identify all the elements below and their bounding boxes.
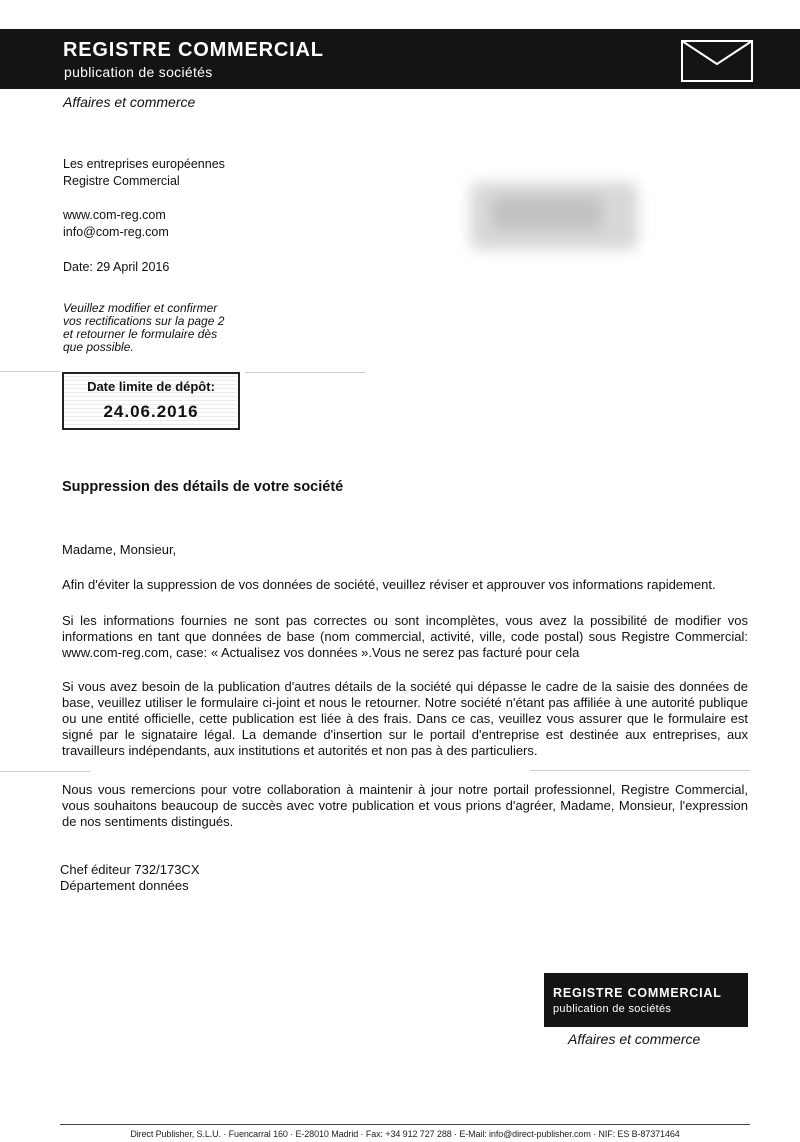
deadline-box	[62, 372, 240, 430]
signature-block	[60, 862, 199, 894]
footer-logo-title: REGISTRE COMMERCIAL	[553, 986, 722, 1000]
deadline-label: Date limite de dépôt:	[87, 379, 215, 394]
signature-title: Chef éditeur 732/173CX	[60, 862, 200, 877]
email-link[interactable]: info@com-reg.com	[63, 225, 169, 239]
footer-address: Direct Publisher, S.L.U. · Fuencarral 160 · E-28010 Madrid · Fax: +34 912 727 288 · E-Mail: info@direct-publisher.com · NIF: ES B-87371464	[130, 1129, 680, 1139]
body-paragraph-4: Nous vous remercions pour votre collaboration à maintenir à jour notre portail professionnel, Registre Commercial, vous souhaitons beaucoup de succès avec votre publication et vous prions d'agréer, Madame, Monsieur, l'expression de nos sentiments distingués.	[62, 782, 748, 829]
sender-registry: Registre Commercial	[63, 174, 180, 188]
header-band	[0, 29, 800, 89]
footer-logo-tagline: Affaires et commerce	[568, 1031, 701, 1047]
website-link[interactable]: www.com-reg.com	[63, 208, 166, 222]
instructions-note	[63, 302, 253, 354]
header-title: REGISTRE COMMERCIAL	[63, 39, 324, 61]
body-paragraph-1: Afin d'éviter la suppression de vos données de société, veuillez réviser et approuver vos informations rapidement.	[62, 577, 716, 592]
body-paragraph-2: Si les informations fournies ne sont pas correctes ou sont incomplètes, vous avez la possibilité de modifier vos informations en tant que données de base (nom commercial, activité, ville, code postal) sous Registre Commercial: www.com-reg.com, case: « Actualisez vos données ».Vous ne serez pas facturé pour cela	[62, 613, 748, 660]
instructions-line: vos rectifications sur la page 2	[63, 314, 225, 328]
footer-logo-subtitle: publication de sociétés	[553, 1003, 672, 1015]
scan-line	[0, 771, 90, 772]
redacted-address	[470, 182, 638, 250]
sender-block	[63, 156, 225, 190]
salutation: Madame, Monsieur,	[62, 542, 177, 557]
header-subtitle: publication de sociétés	[64, 64, 213, 80]
envelope-icon	[681, 40, 753, 82]
instructions-line: que possible.	[63, 340, 134, 354]
scan-line	[0, 371, 60, 372]
instructions-line: et retourner le formulaire dès	[63, 327, 218, 341]
letter-date: Date: 29 April 2016	[63, 260, 170, 274]
header-tagline: Affaires et commerce	[63, 94, 196, 110]
scan-line	[245, 372, 365, 373]
instructions-line: Veuillez modifier et confirmer	[63, 301, 218, 315]
footer-divider	[60, 1124, 750, 1125]
scan-line	[530, 770, 750, 771]
letter-subject: Suppression des détails de votre société	[62, 479, 344, 495]
signature-department: Département données	[60, 878, 189, 893]
body-paragraph-3: Si vous avez besoin de la publication d'autres détails de la société qui dépasse le cadre de la saisie des données de base, veuillez utiliser le formulaire ci-joint et nous le retourner. Notre société n'étant pas affiliée à une autorité publique ou une entité officielle, cette publication est liée à des frais. Dans ce cas, veuillez vous assurer que le formulaire est signé par le signataire légal. La demande d'insertion sur le portail d'entreprise est destinée aux entreprises, aux travailleurs indépendants, aux institutions et autorités et non pas à des particuliers.	[62, 679, 748, 758]
deadline-date: 24.06.2016	[103, 402, 199, 421]
contact-block	[63, 207, 169, 241]
sender-name: Les entreprises européennes	[63, 157, 225, 171]
footer-logo	[544, 973, 748, 1027]
